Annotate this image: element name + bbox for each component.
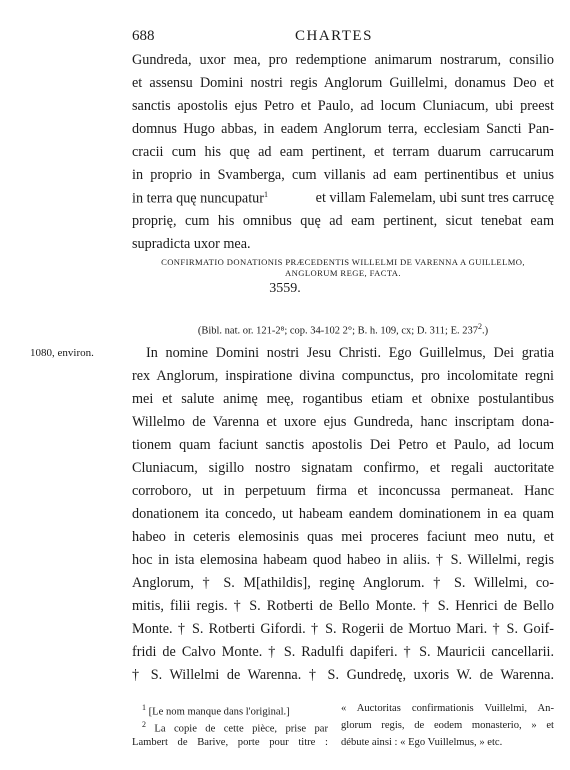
text-line: In nomine Domini nostri Jesu Christi. Ego Guillelmus, Dei gratia	[146, 345, 554, 361]
text-line: et assensu Domini nostri regis Anglorum Guillelmi, donamus Deo et	[132, 75, 554, 91]
running-title: CHARTES	[295, 28, 373, 44]
text-line: fridi de Calvo Monte. † S. Radulfi dapiferi. † S. Mauricii cancellarii.	[132, 644, 554, 660]
text-line: Monte. † S. Rotberti Gifordi. † S. Rogerii de Mortuo Mari. † S. Goif-	[132, 621, 554, 637]
text-line: supradicta uxor mea.	[132, 236, 251, 252]
charter-title-line-1: CONFIRMATIO DONATIONIS PRÆCEDENTIS WILLELMI DE VARENNA A GUILLELMO,	[161, 257, 525, 267]
text-line: in proprio in Svamberga, cum villanis ad eam pertinentibus et unius	[132, 167, 554, 183]
footnote-2-continued: « Auctoritas confirmationis Vuillelmi, An-	[341, 703, 554, 714]
text-line: cracii cum his quę ad eam pertinent, et terram duarum carrucarum	[132, 144, 554, 160]
footnote-reference: 1	[263, 190, 268, 199]
text-line: rex Anglorum, inspiratione divina compunctus, pro incolomitate regni	[132, 368, 554, 384]
text-segment: et villam Falemelam, ubi sunt tres carrucę	[315, 190, 554, 206]
text-line: habeo in ceteris elemosinis quas mei proceres faciunt meo nutu, et	[132, 529, 554, 545]
text-line: corroboro, ut in perpetuum firma et inconcussa permaneat. Hanc	[132, 483, 554, 499]
footnote-1: $^1$ [Le nom manque dans l'original.]	[142, 703, 290, 718]
footnote-reference: 2	[478, 322, 483, 331]
text-line: Anglorum, † S. M[athildis], reginę Anglorum. † S. Willelmi, co-	[132, 575, 554, 591]
text-segment: in terra quę nuncupatur$^1$	[132, 190, 268, 207]
footnote-2-continued: glorum regis, de eodem monasterio, » et	[341, 720, 554, 731]
page-number: 688	[132, 28, 155, 44]
text-line: mei et salute animę meę, rogantibus etiam et obnixe postulantibus	[132, 391, 554, 407]
text-line: hoc in ista elemosina habeam quod habeo in aliis. † S. Willelmi, regis	[132, 552, 554, 568]
text-line: Willelmo de Varenna et uxore ejus Gundreda, hanc inscriptam dona-	[132, 414, 554, 430]
text-line: Gundreda, uxor mea, pro redemptione animarum nostrarum, consilio	[132, 52, 554, 68]
footnote-2-line-1: $^2$ La copie de cette pièce, prise par	[142, 720, 328, 735]
footnote-marker: 1	[142, 703, 146, 712]
source-reference: (Bibl. nat. or. 121-2⁸; cop. 34-102 2°; B. h. 109, cx; D. 311; E. $237^2$.)	[197, 322, 489, 337]
text-line: sanctis apostolis ejus Petro et Paulo, ad locum Cluniacum, ubi preest	[132, 98, 554, 114]
text-line: donationem ita concedo, ut habeam eandem dominationem in ea quam	[132, 506, 554, 522]
charter-number: 3559.	[269, 281, 301, 296]
text-line: mitis, filii regis. † S. Rotberti de Bello Monte. † S. Henrici de Bello	[132, 598, 554, 614]
footnote-marker: 2	[142, 720, 146, 729]
text-line: proprię, cum his omnibus quę ad eam pertinent, sicut tenebat eam	[132, 213, 554, 229]
text-line: tionem quam faciunt sanctis apostolis Dei Petro et Paulo, ad locum	[132, 437, 554, 453]
footnote-2-continued: débute ainsi : « Ego Vuillelmus, » etc.	[341, 737, 503, 748]
margin-date: 1080, environ.	[30, 347, 94, 359]
text-line: † S. Willelmi de Warenna. † S. Gundredę, uxoris W. de Warenna.	[132, 667, 554, 683]
footnote-2-line-2: Lambert de Barive, porte pour titre :	[132, 737, 328, 748]
text-line	[132, 190, 554, 208]
text-line: Cluniacum, sigillo nostro signatam confirmo, et regali auctoritate	[132, 460, 554, 476]
charter-title-line-2: ANGLORUM REGE, FACTA.	[285, 268, 401, 278]
text-line: domnus Hugo abbas, in eadem Anglorum terra, ecclesiam Sancti Pan-	[132, 121, 554, 137]
